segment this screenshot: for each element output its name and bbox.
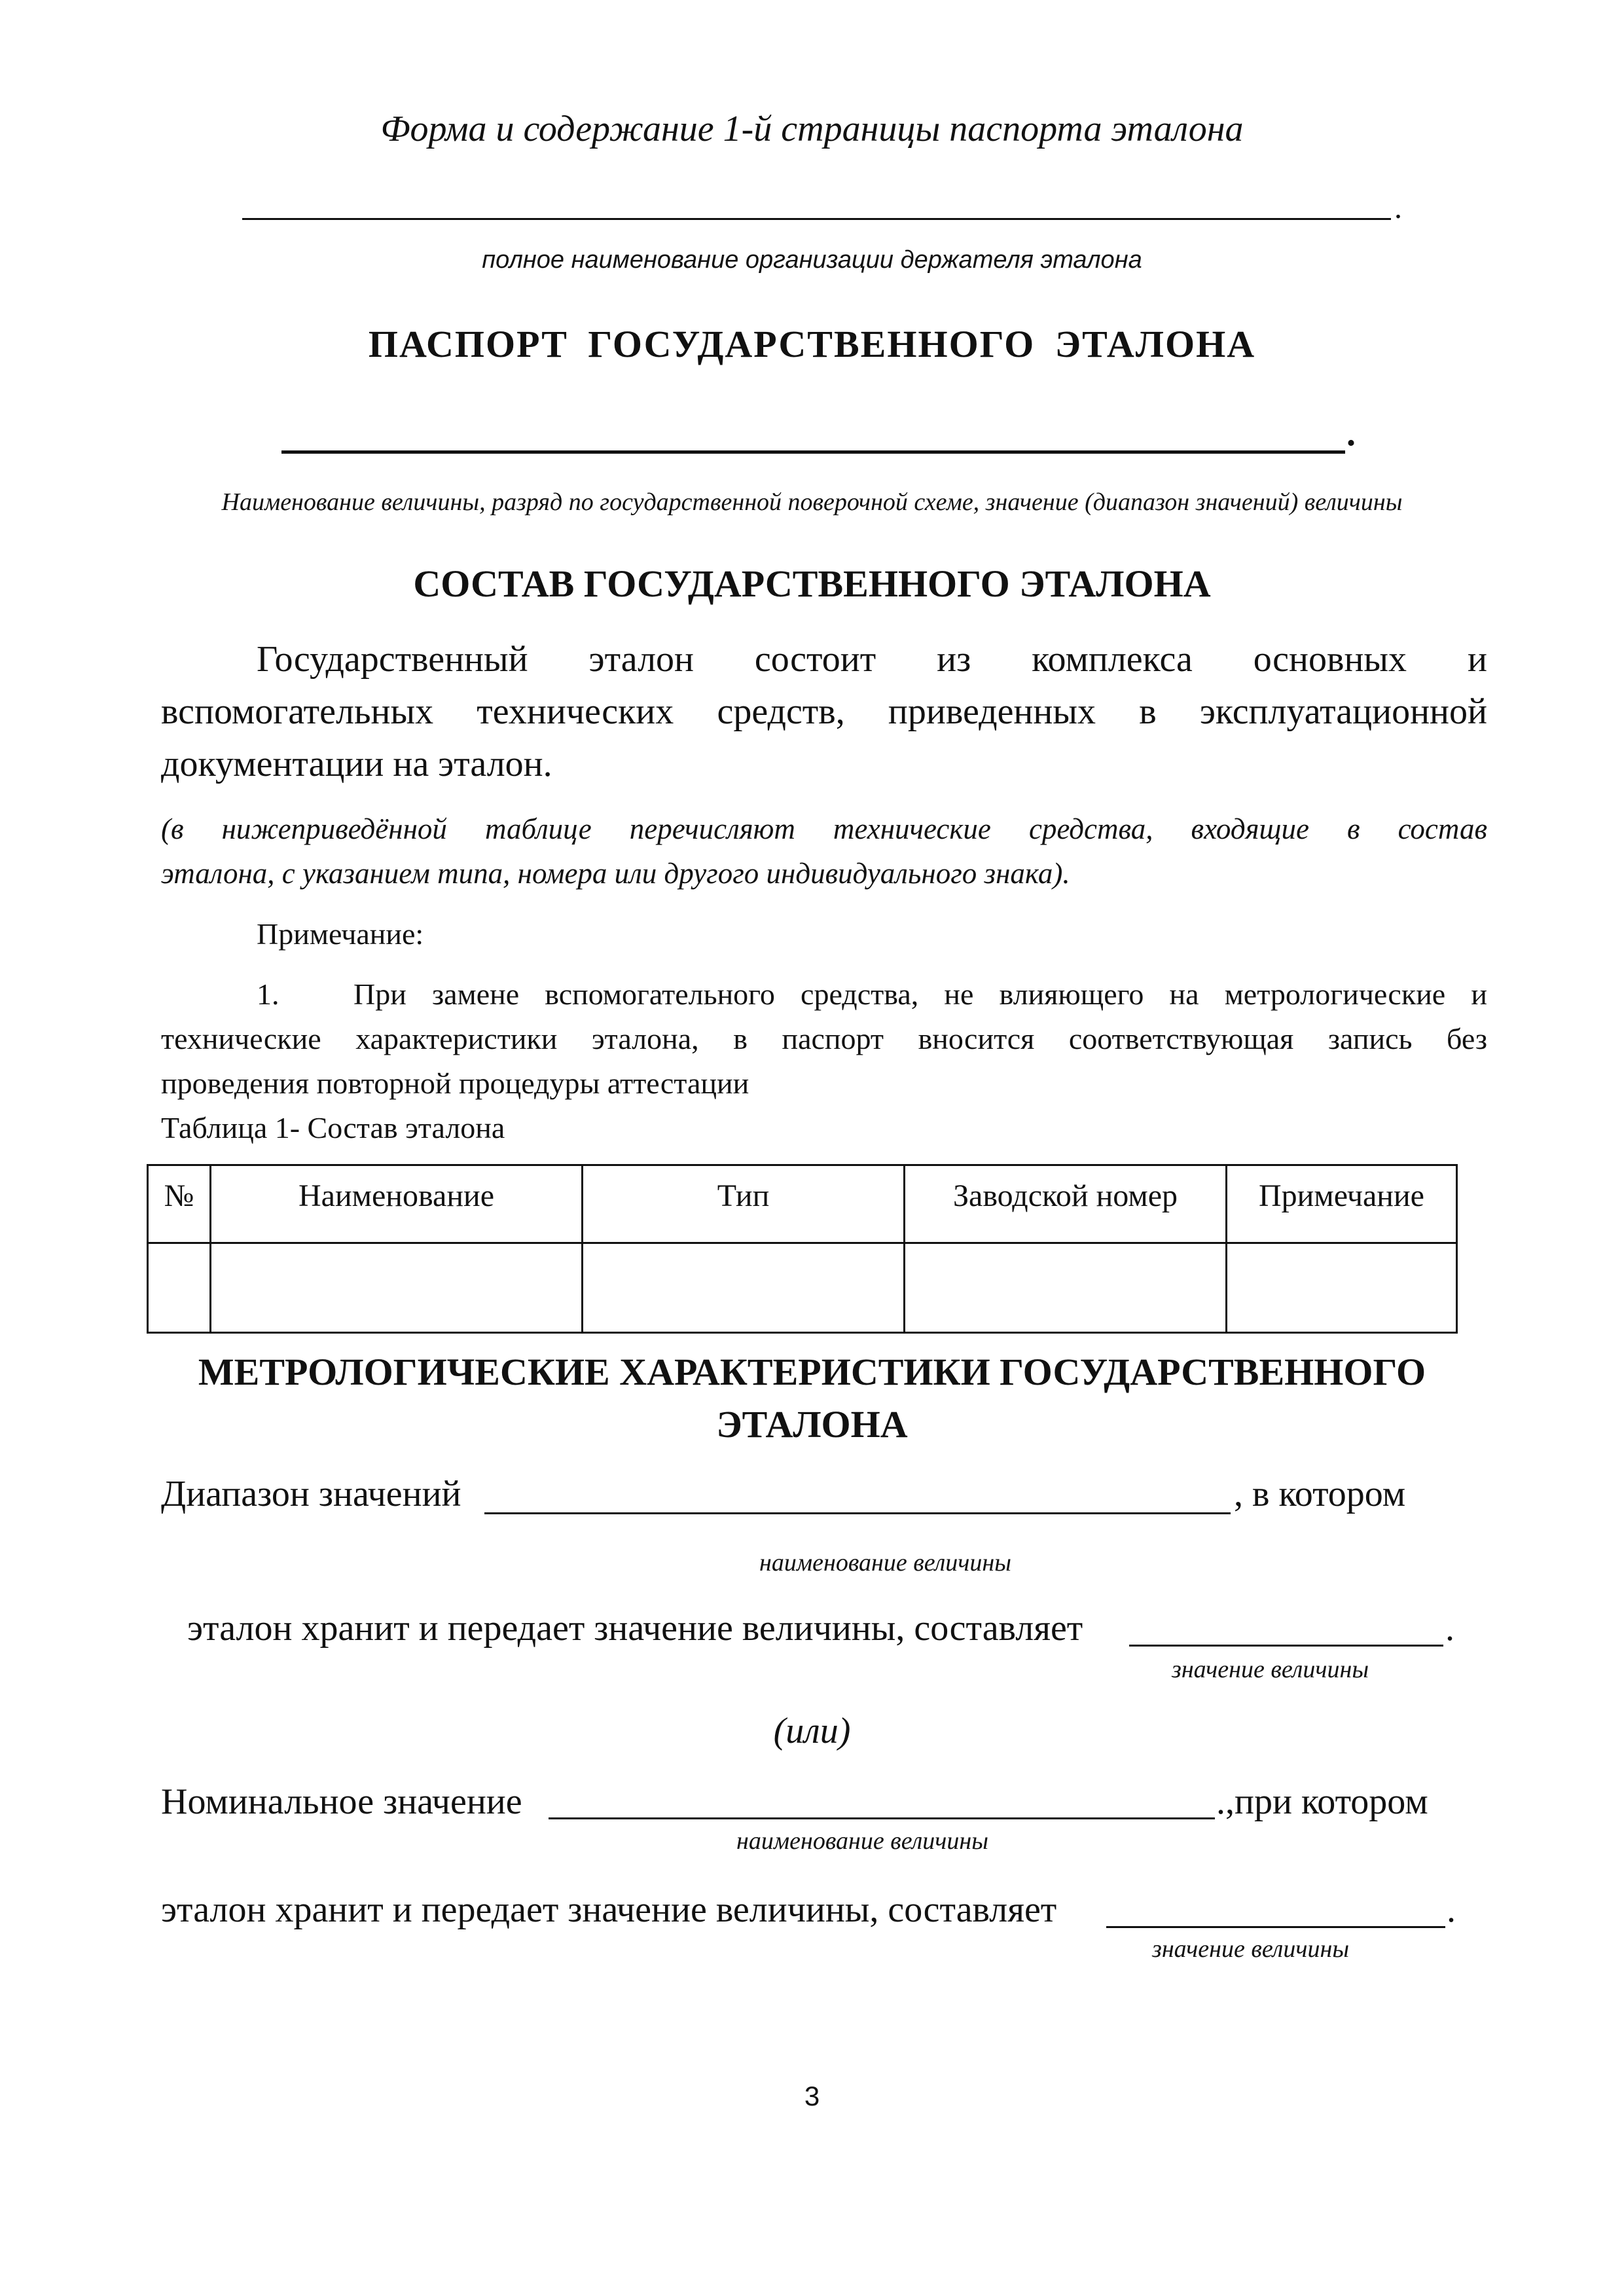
column-header-note: Примечание (1227, 1165, 1457, 1243)
word: комплекса (1032, 639, 1193, 680)
transfer-text-2: эталон хранит и передает значение величины, составляет (161, 1889, 1057, 1930)
column-header-number: № (148, 1165, 211, 1243)
word: из (937, 639, 971, 680)
composition-note-line2: эталона, с указанием типа, номера или другого индивидуального знака). (161, 857, 1070, 890)
table-header-row (148, 1165, 1457, 1243)
value-blank-line-2 (1106, 1926, 1445, 1928)
org-name-blank-line (242, 218, 1391, 220)
word: состоит (754, 639, 876, 680)
nominal-suffix: .,при котором (1216, 1781, 1428, 1822)
range-suffix: , в котором (1234, 1474, 1406, 1514)
table-row (148, 1243, 1457, 1333)
quantity-period: . (1346, 413, 1356, 454)
org-name-caption: полное наименование организации держателя эталона (482, 246, 1142, 274)
table-cell (211, 1243, 583, 1333)
quantity-blank-line (281, 450, 1345, 454)
composition-paragraph-line2: вспомогательных технических средств, приведенных в эксплуатационной (161, 691, 1487, 732)
remark-line1: При замене вспомогательного средства, не влияющего на метрологические и (353, 977, 1487, 1011)
value-caption-2: значение величины (1152, 1935, 1350, 1963)
page-number: 3 (804, 2081, 820, 2111)
value-caption-1: значение величины (1172, 1656, 1369, 1683)
column-header-serial-number: Заводской номер (905, 1165, 1227, 1243)
value-blank-line-1 (1129, 1645, 1443, 1647)
column-header-name: Наименование (211, 1165, 583, 1243)
value-period-2: . (1447, 1889, 1456, 1930)
word: Государственный (257, 639, 528, 680)
passport-title: ПАСПОРТ ГОСУДАРСТВЕННОГО ЭТАЛОНА (368, 323, 1256, 365)
range-blank-line (484, 1512, 1231, 1514)
table-cell (583, 1243, 905, 1333)
word: и (1467, 639, 1487, 680)
table-cell (148, 1243, 211, 1333)
remark-label: Примечание: (257, 917, 424, 951)
nominal-caption: наименование величины (736, 1827, 988, 1855)
word: основных (1253, 639, 1407, 680)
composition-paragraph-line3: документации на эталон. (161, 744, 552, 784)
composition-table (147, 1164, 1458, 1334)
org-name-period: . (1394, 191, 1402, 225)
transfer-text-1: эталон хранит и передает значение величины, составляет (187, 1608, 1083, 1649)
column-header-type: Тип (583, 1165, 905, 1243)
table-caption: Таблица 1- Состав эталона (161, 1111, 505, 1144)
remark-line3: проведения повторной процедуры аттестации (161, 1066, 749, 1100)
composition-paragraph-line1 (257, 638, 1487, 680)
nominal-label: Номинальное значение (161, 1781, 522, 1822)
or-text: (или) (773, 1711, 851, 1751)
word: эталон (588, 639, 694, 680)
table-cell (1227, 1243, 1457, 1333)
page-title: Форма и содержание 1-й страницы паспорта эталона (380, 109, 1244, 149)
value-period-1: . (1445, 1608, 1454, 1649)
composition-note-line1: (в нижеприведённой таблице перечисляют технические средства, входящие в состав (161, 812, 1487, 845)
metrology-heading-line1: МЕТРОЛОГИЧЕСКИЕ ХАРАКТЕРИСТИКИ ГОСУДАРСТВЕННОГО (198, 1351, 1426, 1393)
metrology-heading-line2: ЭТАЛОНА (716, 1403, 908, 1446)
range-label: Диапазон значений (161, 1474, 461, 1514)
remark-number: 1. (257, 977, 280, 1011)
quantity-caption: Наименование величины, разряд по государственной поверочной схеме, значение (диапазон значений) величины (221, 488, 1403, 516)
table-cell (905, 1243, 1227, 1333)
composition-heading: СОСТАВ ГОСУДАРСТВЕННОГО ЭТАЛОНА (413, 562, 1211, 605)
remark-line2: технические характеристики эталона, в паспорт вносится соответствующая запись без (161, 1022, 1487, 1055)
nominal-blank-line (549, 1817, 1215, 1819)
range-caption: наименование величины (759, 1549, 1011, 1576)
